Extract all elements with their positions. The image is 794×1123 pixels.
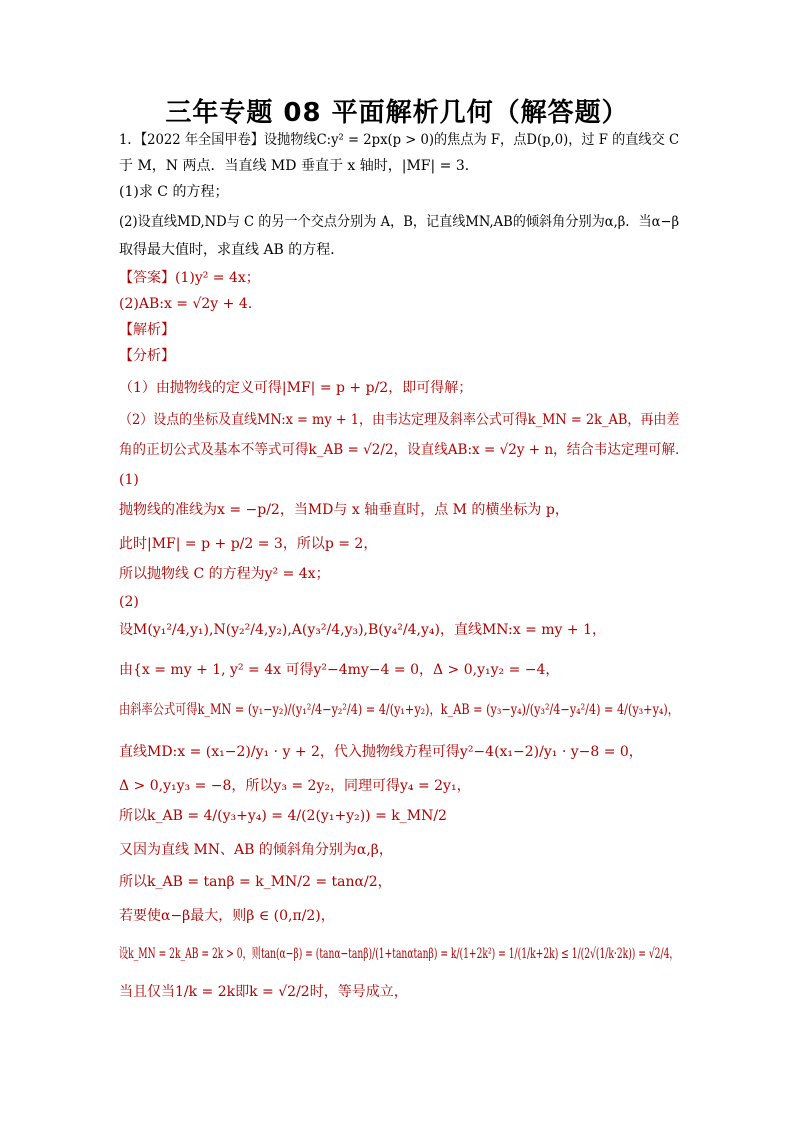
solution-points: 设M(y₁²/4,y₁),N(y₂²/4,y₂),A(y₃²/4,y₃),B(y₄²/4,y₄)，直线MN:x = my + 1，	[119, 622, 606, 638]
solution-directrix: 抛物线的准线为x = −p/2，当MD与 x 轴垂直时，点 M 的横坐标为 p，	[119, 502, 569, 518]
solution-system: 由{x = my + 1, y² = 4x 可得y²−4my−4 = 0，Δ > 0,y₁y₂ = −4，	[119, 662, 560, 678]
solution-slopes: 由斜率公式可得k_MN = (y₁−y₂)/(y₁²/4−y₂²/4) = 4/(y₁+y₂)，k_AB = (y₃−y₄)/(y₃²/4−y₄²/4) = 4/(y₃+y₄)，	[119, 702, 680, 718]
solution-tan-diff: 设k_MN = 2k_AB = 2k > 0，则tan(α−β) = (tanα−tanβ)/(1+tanαtanβ) = k/(1+2k²) = 1/(1/k+2k) ≤ 1/(2√(1/k·2k)) = √2/4，	[119, 946, 679, 962]
summary-step-2-cont: 角的正切公式及基本不等式可得k_AB = √2/2，设直线AB:x = √2y + n，结合韦达定理可解.	[119, 442, 680, 458]
solution-y3-y4: Δ > 0,y₁y₃ = −8，所以y₃ = 2y₂，同理可得y₄ = 2y₁，	[119, 778, 471, 794]
page-title: 三年专题 08 平面解析几何（解答题）	[165, 98, 629, 128]
solution-beta-range: 若要使α−β最大，则β ∈ (0,π/2)，	[119, 908, 335, 924]
answer-line-2: (2)AB:x = √2y + 4.	[119, 296, 253, 312]
solution-part-2-label: (2)	[119, 594, 139, 610]
solution-equality: 当且仅当1/k = 2k即k = √2/2时，等号成立，	[119, 984, 408, 1000]
solution-kab: 所以k_AB = 4/(y₃+y₄) = 4/(2(y₁+y₂)) = k_MN/2	[119, 808, 447, 824]
problem-line-1: 1．【2022 年全国甲卷】设抛物线C:y² = 2px(p > 0)的焦点为 F，点D(p,0)，过 F 的直线交 C	[119, 132, 680, 148]
analysis-heading: 【解析】	[119, 322, 175, 338]
problem-part-1: (1)求 C 的方程；	[119, 184, 229, 200]
summary-heading: 【分析】	[119, 348, 175, 364]
summary-step-2: （2）设点的坐标及直线MN:x = my + 1，由韦达定理及斜率公式可得k_MN = 2k_AB，再由差	[119, 412, 680, 428]
problem-part-2-cont: 取得最大值时，求直线 AB 的方程．	[119, 242, 345, 258]
solution-mf: 此时|MF| = p + p/2 = 3，所以p = 2，	[119, 536, 378, 552]
solution-tan-beta: 所以k_AB = tanβ = k_MN/2 = tanα/2，	[119, 874, 392, 890]
solution-part-1-label: (1)	[119, 472, 139, 488]
solution-angles: 又因为直线 MN、AB 的倾斜角分别为α,β，	[119, 842, 393, 858]
solution-line-md: 直线MD:x = (x₁−2)/y₁ · y + 2，代入抛物线方程可得y²−4(x₁−2)/y₁ · y−8 = 0，	[119, 744, 643, 760]
answer-line-1: 【答案】(1)y² = 4x；	[119, 270, 260, 286]
problem-line-2: 于 M，N 两点．当直线 MD 垂直于 x 轴时，|MF| = 3．	[119, 158, 479, 174]
summary-step-1: （1）由抛物线的定义可得|MF| = p + p/2，即可得解；	[119, 380, 473, 396]
solution-equation: 所以抛物线 C 的方程为y² = 4x；	[119, 566, 330, 582]
problem-part-2: (2)设直线MD,ND与 C 的另一个交点分别为 A，B，记直线MN,AB的倾斜角分别为α,β．当α−β	[119, 214, 680, 230]
